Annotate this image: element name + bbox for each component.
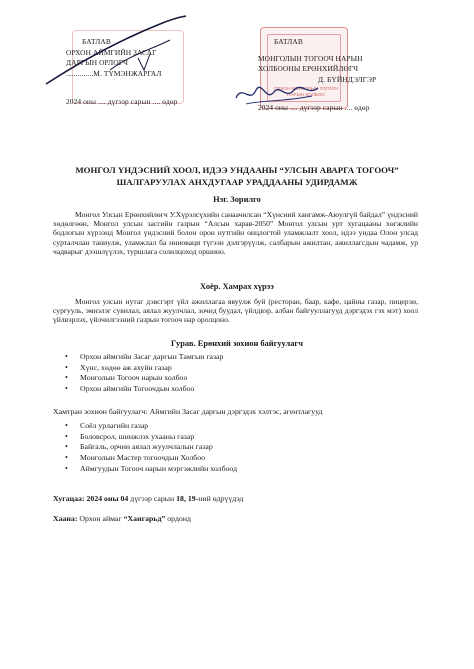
list-item: • Соёл урлагийн газар <box>62 421 237 432</box>
section-1-paragraph: Монгол Улсын Ерөнхийлөгч У.Хүрэлсүхийн санаачилсан “Хүнсний хангамж-Аюулгүй байдал” үндэсний хөдөлгөөн, Монгол улсын засгийн газрын “Алсын харав-2050” Монгол улсын урт хугацааны хөгжлийн бодлогын хүрээнд Монгол үндэсний болон орон нутгийн онцлогтой уламжлалт хоол, идээ ундаа Олон улсад сурталчлан таниулж, уламжлал ба инноваци түгээн дэлгэрүүлж, салбарын ажилтан, ажиллагсдын чадамж, ур чадварыг дээшлүүлэх, туршлага солилцоход оршино. <box>53 210 418 256</box>
approval-date: 2024 оны .... дүгээр сарын .... өдөр <box>258 103 370 112</box>
list-item: • Боловсрол, шинжлэх ухааны газар <box>62 432 237 443</box>
place-end: ордонд <box>167 514 191 523</box>
section-heading-2: Хоёр. Хамрах хүрээ <box>200 282 274 291</box>
title-line-1: МОНГОЛ ҮНДЭСНИЙ ХООЛ, ИДЭЭ УНДААНЫ “УЛСЫН АВАРГА ТОГООЧ” <box>75 165 399 175</box>
list-item: • Хүнс, хөдөө аж ахуйн газар <box>62 363 223 374</box>
approval-title-line: ХОЛБООНЫ ЕРӨНХИЙЛӨГЧ <box>258 64 359 73</box>
stamp-text: ОРХОН МОНГОЛЫН ТОГООЧ НАРЫН ХОЛБОО <box>273 86 339 97</box>
document-title <box>30 164 444 188</box>
approval-title-line: ОРХОН АЙМГИЙН ЗАСАГ <box>66 47 157 57</box>
time-label: Хугацаа: <box>53 494 85 503</box>
time-end: ний өдрүүдэд <box>198 494 244 503</box>
list-item: • Орхон аймгийн Тогоочдын холбоо <box>62 384 223 395</box>
list-item: • Байгаль, орчин аялал жуулчлалын газар <box>62 442 237 453</box>
title-line-2: ШАЛГАРУУЛАХ АНХДУГААР УРАДДААНЫ УДИРДАМЖ <box>116 177 358 187</box>
place-label: Хаана: <box>53 514 78 523</box>
list-item: • Аймгуудын Тогооч нарын мэргэжлийн холбоод <box>62 464 237 475</box>
approval-date: 2024 оны .... дүгээр сарын .... өдөр <box>66 97 178 106</box>
section-heading-1: Нэг. Зорилго <box>213 195 261 204</box>
place-line <box>53 514 191 523</box>
time-days: 18, 19- <box>176 494 199 503</box>
place-value: Орхон аймаг <box>79 514 122 523</box>
approval-title-line: ДАРГЫН ОРЛОГЧ <box>66 58 129 67</box>
signature-left <box>40 10 210 90</box>
approval-signatory: Д. БҮЙНДЭЛГЭР <box>318 74 377 84</box>
approval-signatory: ..............М. ТҮМЭНЖАРГАЛ <box>66 68 162 78</box>
section-2-paragraph: Монгол улсын нутаг дэвсгэрт үйл ажиллагаа явуулж буй (ресторан, баар, кафе, цайны газар, пицерэи, сургууль, эмнэлэг сувилал, аялал жуулчлал, зочид буудал, үйлдвэр, албан байгууллагууд дэргэдэх гэх мэт) хоол үйлвэрлэх, үйлчилгээний газрын тогооч нар оролцоно. <box>53 297 418 325</box>
approval-title-line: МОНГОЛЫН ТОГООЧ НАРЫН <box>258 53 363 63</box>
organizer-list <box>62 352 223 395</box>
co-organizer-label: Хамтран зохион байгуулагч: Аймгийн Засаг даргын дэргэдэх хэлтэс, агентлагууд <box>53 407 323 416</box>
signature-right <box>232 74 332 114</box>
co-organizer-list <box>62 421 237 474</box>
list-item: • Орхон аймгийн Засаг даргын Тамгын газар <box>62 352 223 363</box>
section-heading-3: Гурав. Ерөнхий зохион байгуулагч <box>171 339 303 348</box>
list-item: • Монголын Мастер тогоочдын Холбоо <box>62 453 237 464</box>
approval-label: БАТЛАВ <box>82 37 111 46</box>
time-line <box>53 494 243 503</box>
time-value: 2024 оны 04 <box>86 494 129 503</box>
list-item: • Монголын Тогооч нарын холбоо <box>62 373 223 384</box>
time-rest: дүгээр сарын <box>130 494 175 503</box>
approval-label: БАТЛАВ <box>274 37 303 46</box>
place-venue: “Хангарьд” <box>123 514 166 523</box>
